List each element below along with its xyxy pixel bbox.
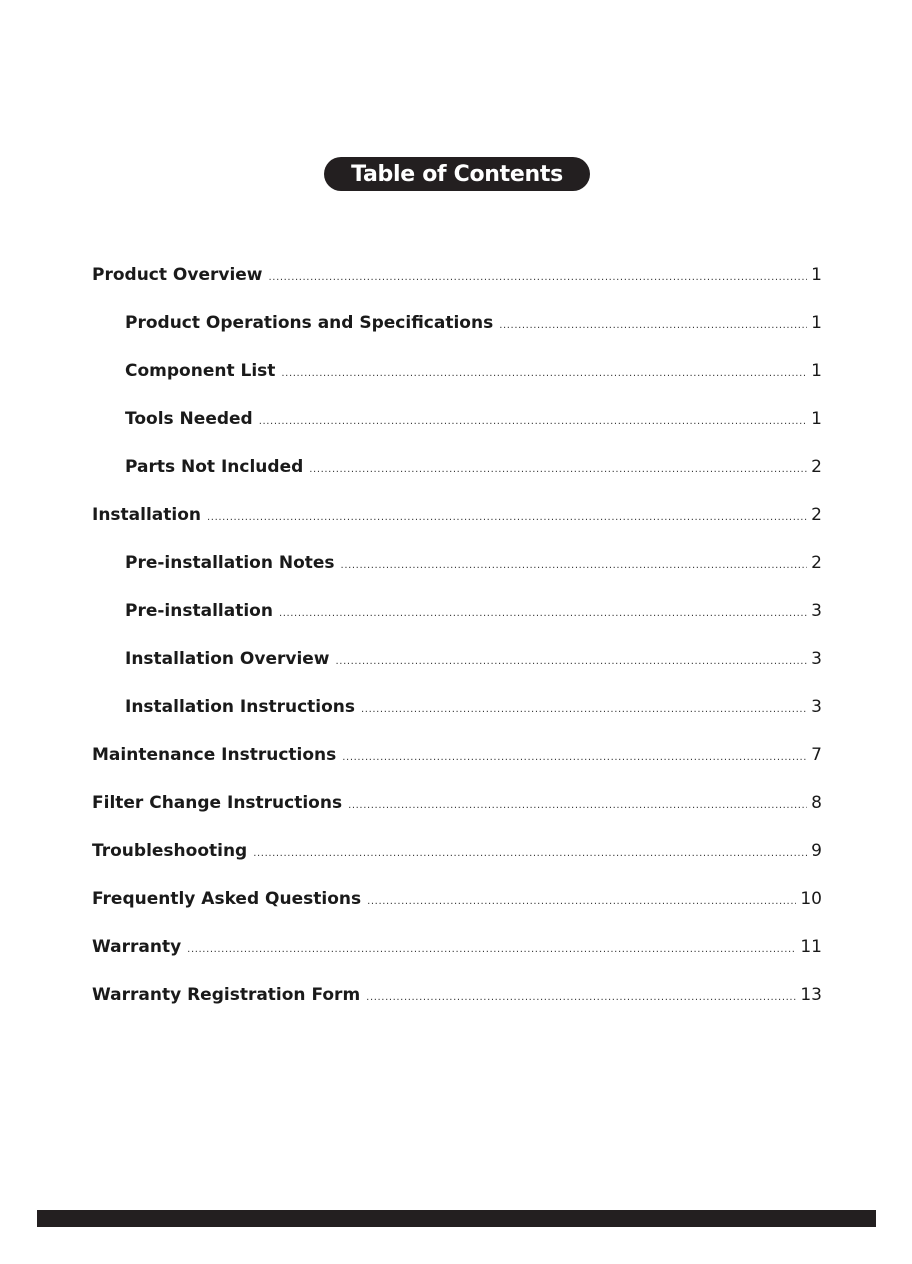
toc-entry-label: Installation Instructions — [125, 697, 356, 717]
toc-entry-label: Product Overview — [92, 265, 263, 285]
dot-leader — [281, 368, 807, 379]
toc-entry-page-number: 1 — [811, 265, 822, 285]
toc-entry-tools-needed[interactable] — [125, 409, 822, 433]
toc-entry-component-list[interactable] — [125, 361, 822, 385]
toc-entry-label: Frequently Asked Questions — [92, 889, 362, 909]
toc-entry-installation-overview[interactable] — [125, 649, 822, 673]
toc-entry-page-number: 2 — [811, 457, 822, 477]
toc-entry-page-number: 11 — [800, 937, 822, 957]
dot-leader — [253, 848, 807, 859]
dot-leader — [187, 944, 796, 955]
toc-entry-label: Component List — [125, 361, 276, 381]
dot-leader — [269, 272, 808, 283]
dot-leader — [361, 704, 807, 715]
toc-entry-faq[interactable] — [92, 889, 822, 913]
dot-leader — [341, 560, 808, 571]
toc-entry-parts-not-included[interactable] — [125, 457, 822, 481]
toc-entry-page-number: 10 — [800, 889, 822, 909]
toc-entry-installation[interactable] — [92, 505, 822, 529]
toc-entry-warranty-registration-form[interactable] — [92, 985, 822, 1009]
toc-entry-page-number: 3 — [811, 601, 822, 621]
dot-leader — [342, 752, 807, 763]
dot-leader — [336, 656, 808, 667]
toc-entry-warranty[interactable] — [92, 937, 822, 961]
toc-entry-page-number: 2 — [811, 553, 822, 573]
toc-entry-pre-installation[interactable] — [125, 601, 822, 625]
dot-leader — [279, 608, 807, 619]
toc-entry-page-number: 3 — [811, 649, 822, 669]
toc-entry-product-overview[interactable] — [92, 265, 822, 289]
toc-entry-label: Installation — [92, 505, 202, 525]
toc-entry-page-number: 13 — [800, 985, 822, 1005]
toc-entry-label: Tools Needed — [125, 409, 253, 429]
toc-entry-label: Parts Not Included — [125, 457, 304, 477]
toc-entry-label: Pre-installation — [125, 601, 273, 621]
toc-entry-page-number: 1 — [811, 361, 822, 381]
toc-entry-label: Maintenance Instructions — [92, 745, 337, 765]
dot-leader — [367, 896, 796, 907]
toc-entry-label: Product Operations and Specifications — [125, 313, 494, 333]
toc-entry-label: Troubleshooting — [92, 841, 248, 861]
toc-entry-label: Warranty Registration Form — [92, 985, 361, 1005]
toc-entry-page-number: 8 — [811, 793, 822, 813]
toc-entry-label: Filter Change Instructions — [92, 793, 343, 813]
dot-leader — [207, 512, 807, 523]
toc-entry-page-number: 1 — [811, 409, 822, 429]
toc-entry-label: Pre-installation Notes — [125, 553, 335, 573]
toc-entry-page-number: 1 — [811, 313, 822, 333]
toc-entry-label: Warranty — [92, 937, 182, 957]
dot-leader — [259, 416, 807, 427]
toc-entry-page-number: 3 — [811, 697, 822, 717]
toc-entry-installation-instructions[interactable] — [125, 697, 822, 721]
toc-entry-pre-installation-notes[interactable] — [125, 553, 822, 577]
toc-entry-maintenance-instructions[interactable] — [92, 745, 822, 769]
toc-entry-filter-change-instructions[interactable] — [92, 793, 822, 817]
dot-leader — [348, 800, 807, 811]
page-title: Table of Contents — [324, 157, 590, 191]
toc-entry-page-number: 7 — [811, 745, 822, 765]
dot-leader — [366, 992, 796, 1003]
toc-entry-label: Installation Overview — [125, 649, 330, 669]
dot-leader — [499, 320, 807, 331]
toc-entry-page-number: 9 — [811, 841, 822, 861]
toc-entry-troubleshooting[interactable] — [92, 841, 822, 865]
dot-leader — [309, 464, 807, 475]
toc-entry-product-operations[interactable] — [125, 313, 822, 337]
footer-bar — [37, 1210, 876, 1227]
toc-entry-page-number: 2 — [811, 505, 822, 525]
